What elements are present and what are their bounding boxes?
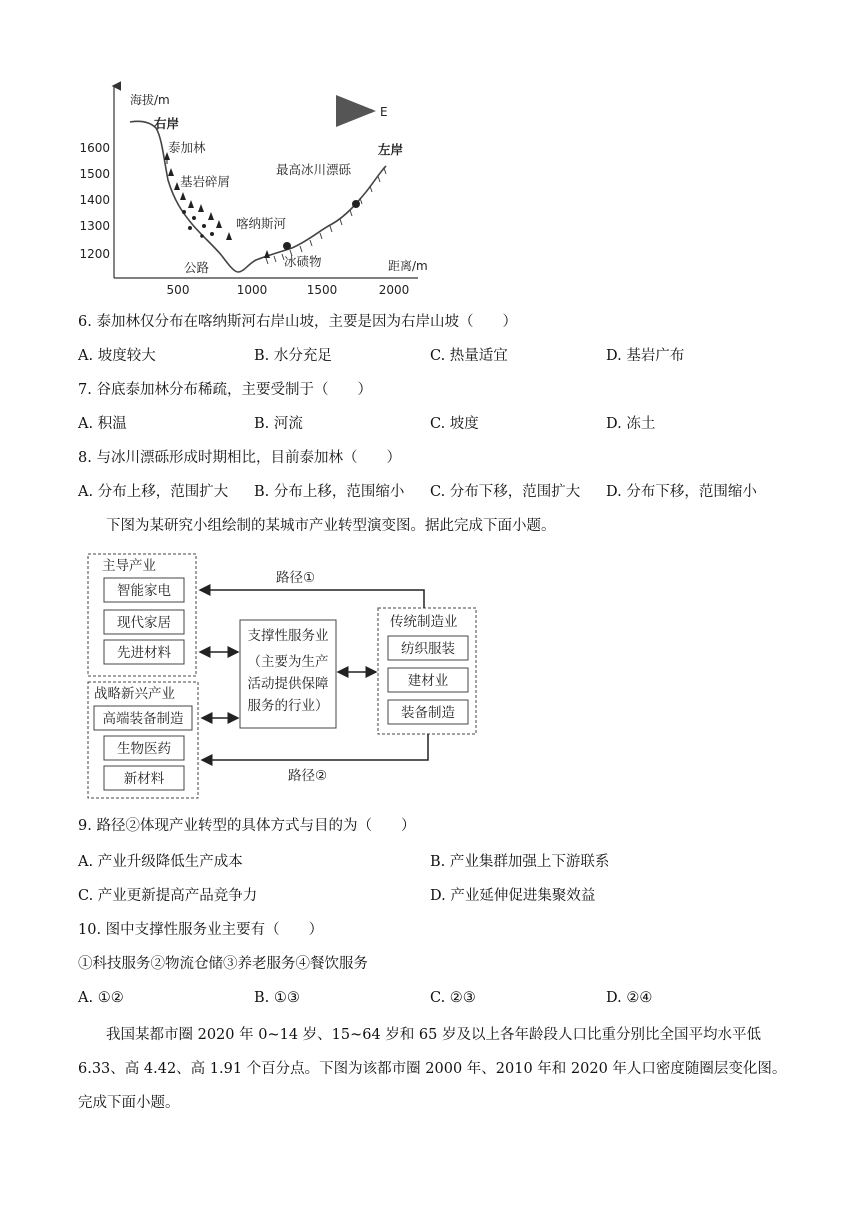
path1-arrow (200, 590, 424, 608)
label-taiga: 泰加林 (168, 140, 206, 155)
question-9-option-a[interactable]: A. 产业升级降低生产成本 (78, 854, 243, 870)
emerging-industry-title: 战略新兴产业 (94, 686, 175, 702)
question-8-option-c[interactable]: C. 分布下移，范围扩大 (430, 484, 581, 500)
question-7-option-c[interactable]: C. 坡度 (430, 416, 479, 432)
question-8-option-a[interactable]: A. 分布上移，范围扩大 (78, 484, 229, 500)
x-tick: 1500 (306, 283, 338, 297)
path2-label: 路径② (288, 768, 328, 784)
y-axis-label: 海拔/m (130, 93, 170, 107)
label-river: 喀纳斯河 (236, 216, 287, 231)
support-line: 服务的行业） (247, 698, 329, 714)
path2-arrow (202, 734, 428, 760)
leading-item: 现代家居 (117, 615, 171, 631)
y-tick-labels (79, 141, 110, 261)
traditional-item: 建材业 (407, 673, 449, 689)
emerging-item: 高端装备制造 (102, 711, 184, 727)
intro-figure3: 我国某都市圈 2020 年 0~14 岁、15~64 岁和 65 岁及以上各年龄段人口比重分别比全国平均水平低 6.33、高 4.42、高 1.91 个百分点。下图为该都市圈 2000 年、2010 年和 2020 年人口密度随圈层变化图。完成下面小题。 (78, 1027, 787, 1111)
label-right-bank: 右岸 (154, 116, 180, 131)
direction-label: E (380, 105, 388, 119)
valley-profile-figure (70, 80, 430, 300)
question-8-option-b[interactable]: B. 分布上移，范围缩小 (254, 484, 405, 500)
question-8-stem: 8. 与冰川漂砾形成时期相比，目前泰加林（ ） (78, 450, 401, 466)
x-tick: 500 (166, 283, 190, 297)
traditional-item: 纺织服装 (401, 641, 455, 657)
x-tick-labels (167, 283, 410, 297)
path1-label: 路径① (276, 570, 316, 586)
traditional-industry-title: 传统制造业 (390, 614, 458, 630)
y-tick: 1500 (79, 167, 110, 181)
label-moraine: 冰碛物 (284, 254, 322, 269)
support-line: （主要为生产 (247, 654, 329, 670)
boulder (283, 242, 291, 250)
emerging-item: 新材料 (123, 771, 165, 787)
question-8-option-d[interactable]: D. 分布下移，范围缩小 (606, 484, 757, 500)
y-tick: 1200 (79, 247, 110, 261)
label-bedrock-debris: 基岩碎屑 (180, 174, 231, 189)
taiga-trees (164, 152, 270, 258)
question-10-option-a[interactable]: A. ①② (78, 990, 124, 1006)
question-7-option-b[interactable]: B. 河流 (254, 416, 303, 432)
leading-industry-title: 主导产业 (102, 558, 156, 574)
y-tick: 1300 (79, 219, 110, 233)
question-6-option-a[interactable]: A. 坡度较大 (78, 348, 156, 364)
question-6-option-b[interactable]: B. 水分充足 (254, 348, 332, 364)
label-left-bank: 左岸 (378, 142, 404, 157)
support-line: 活动提供保障 (247, 676, 329, 692)
question-6-option-d[interactable]: D. 基岩广布 (606, 348, 685, 364)
question-9-option-d[interactable]: D. 产业延伸促进集聚效益 (430, 888, 596, 904)
x-axis-label: 距离/m (388, 259, 428, 273)
question-9-option-c[interactable]: C. 产业更新提高产品竞争力 (78, 888, 258, 904)
question-6-stem: 6. 泰加林仅分布在喀纳斯河右岸山坡，主要是因为右岸山坡（ ） (78, 314, 517, 330)
y-tick: 1600 (79, 141, 110, 155)
question-10-stem: 10. 图中支撑性服务业主要有（ ） (78, 922, 324, 938)
question-10-option-c[interactable]: C. ②③ (430, 990, 476, 1006)
leading-item: 先进材料 (117, 645, 171, 661)
emerging-item: 生物医药 (117, 741, 171, 757)
question-10-sub: ①科技服务②物流仓储③养老服务④餐饮服务 (78, 956, 368, 972)
question-9-option-b[interactable]: B. 产业集群加强上下游联系 (430, 854, 610, 870)
question-7-option-d[interactable]: D. 冻土 (606, 416, 656, 432)
question-7-stem: 7. 谷底泰加林分布稀疏，主要受制于（ ） (78, 382, 372, 398)
traditional-item: 装备制造 (401, 705, 455, 721)
leading-item: 智能家电 (117, 583, 171, 599)
y-tick: 1400 (79, 193, 110, 207)
x-tick: 1000 (236, 283, 268, 297)
support-line: 支撑性服务业 (247, 628, 329, 644)
industry-diagram (80, 548, 500, 804)
boulder (352, 200, 360, 208)
x-tick: 2000 (378, 283, 410, 297)
question-10-option-b[interactable]: B. ①③ (254, 990, 300, 1006)
label-erratic: 最高冰川漂砾 (276, 162, 352, 177)
bedrock-debris (182, 210, 214, 238)
question-7-option-a[interactable]: A. 积温 (78, 416, 127, 432)
label-road: 公路 (184, 260, 210, 275)
intro-figure2: 下图为某研究小组绘制的某城市产业转型演变图。据此完成下面小题。 (106, 518, 556, 534)
question-10-option-d[interactable]: D. ②④ (606, 990, 653, 1006)
question-9-stem: 9. 路径②体现产业转型的具体方式与目的为（ ） (78, 818, 416, 834)
question-6-option-c[interactable]: C. 热量适宜 (430, 348, 508, 364)
figure1-labels (154, 116, 404, 275)
